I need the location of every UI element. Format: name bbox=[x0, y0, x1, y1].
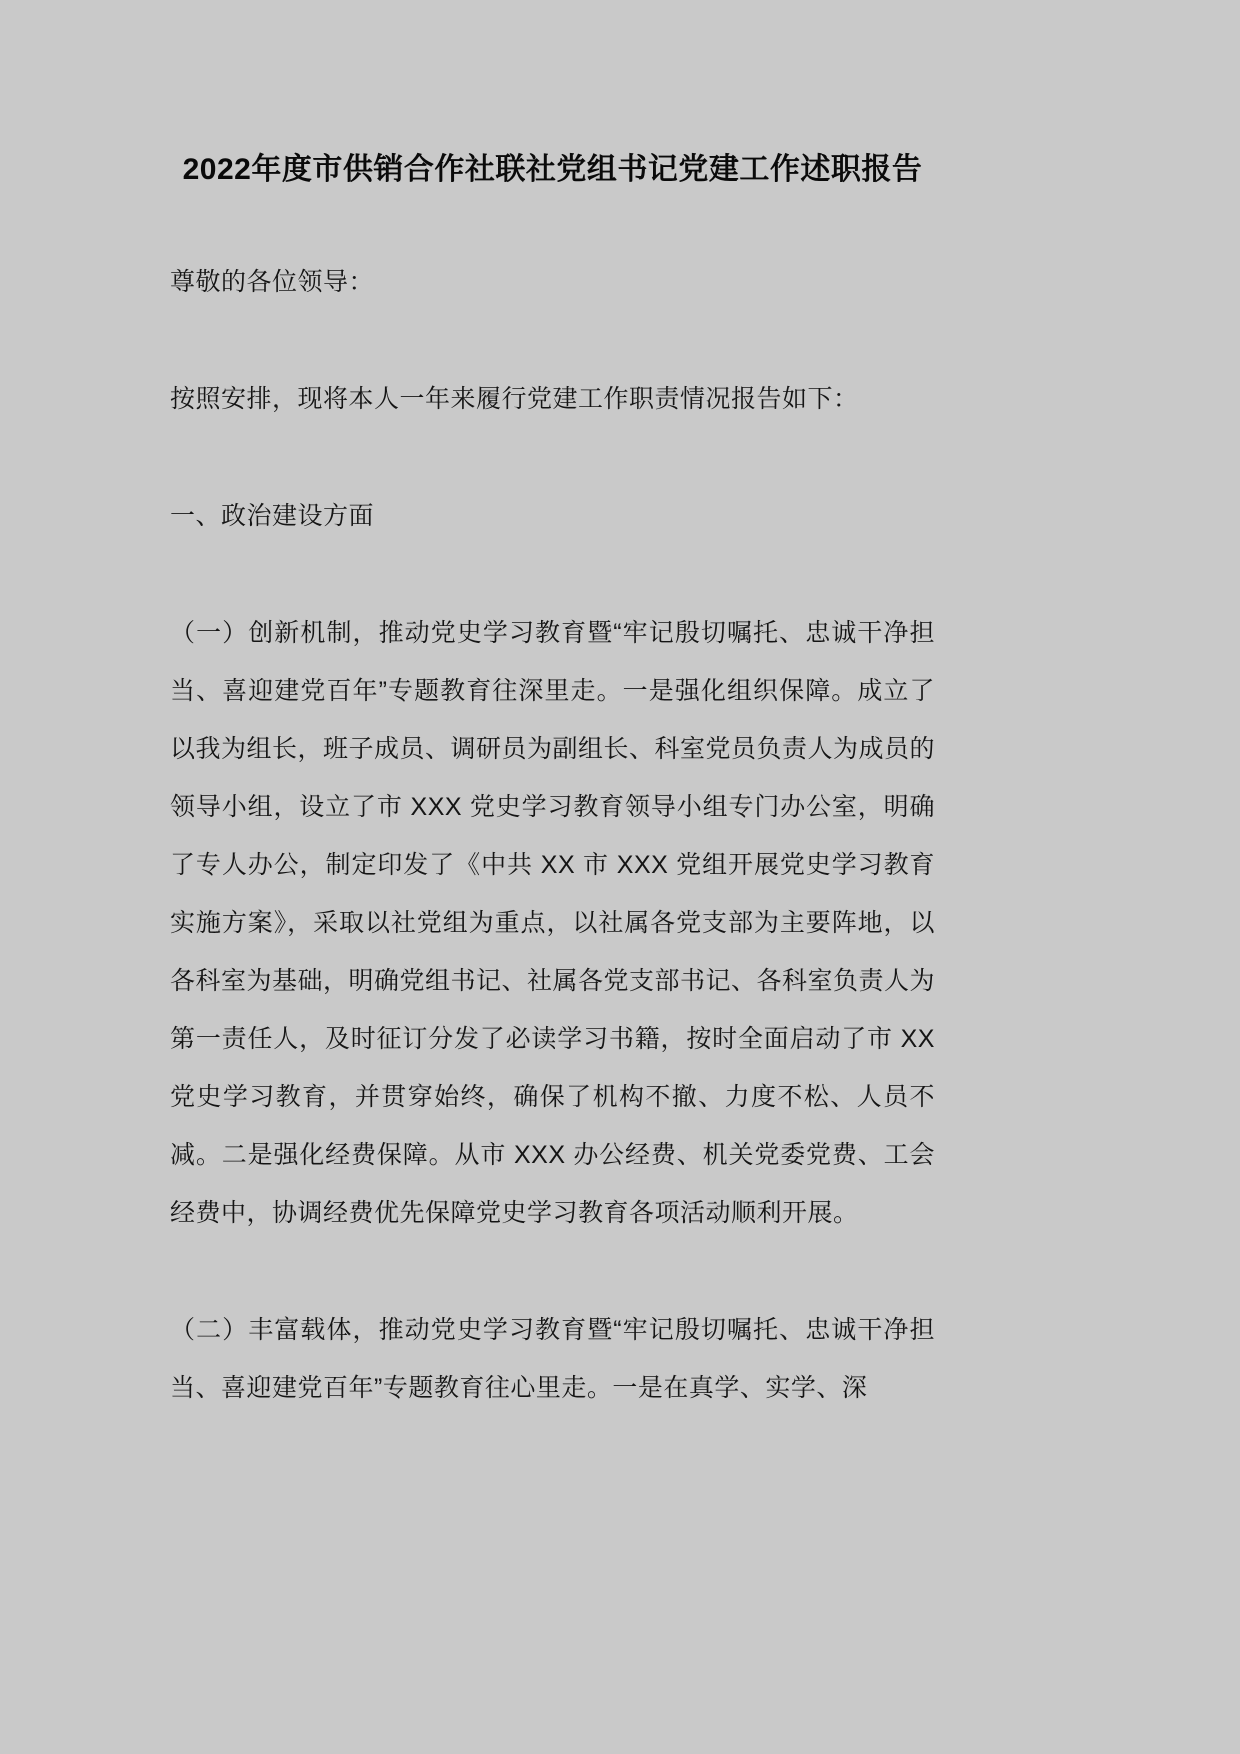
paragraph-body-section-2: （二）丰富载体，推动党史学习教育暨“牢记殷切嘱托、忠诚干净担当、喜迎建党百年”专题教育往心里走。一是在真学、实学、深 bbox=[170, 1316, 935, 1402]
paragraph-body-section-1: （一）创新机制，推动党史学习教育暨“牢记殷切嘱托、忠诚干净担当、喜迎建党百年”专题教育往深里走。一是强化组织保障。成立了以我为组长，班子成员、调研员为副组长、科室党员负责人为成员的领导小组，设立了市 XXX 党史学习教育领导小组专门办公室，明确了专人办公，制定印发了《中共 XX 市 XXX 党组开展党史学习教育实施方案》，采取以社党组为重点，以社属各党支部为主要阵地，以各科室为基础，明确党组书记、社属各党支部书记、各科室负责人为第一责任人，及时征订分发了必读学习书籍，按时全面启动了市 XX 党史学习教育，并贯穿始终，确保了机构不撤、力度不松、人员不减。二是强化经费保障。从市 XXX 办公经费、机关党委党费、工会经费中，协调经费优先保障党史学习教育各项活动顺利开展。 bbox=[170, 619, 936, 1227]
paragraph-intro: 按照安排，现将本人一年来履行党建工作职责情况报告如下： bbox=[170, 385, 859, 413]
document-title: 2022年度市供销合作社联社党组书记党建工作述职报告 bbox=[182, 153, 923, 186]
paragraph-salutation: 尊敬的各位领导： bbox=[170, 268, 375, 296]
section-heading-political-construction: 一、政治建设方面 bbox=[170, 502, 375, 530]
